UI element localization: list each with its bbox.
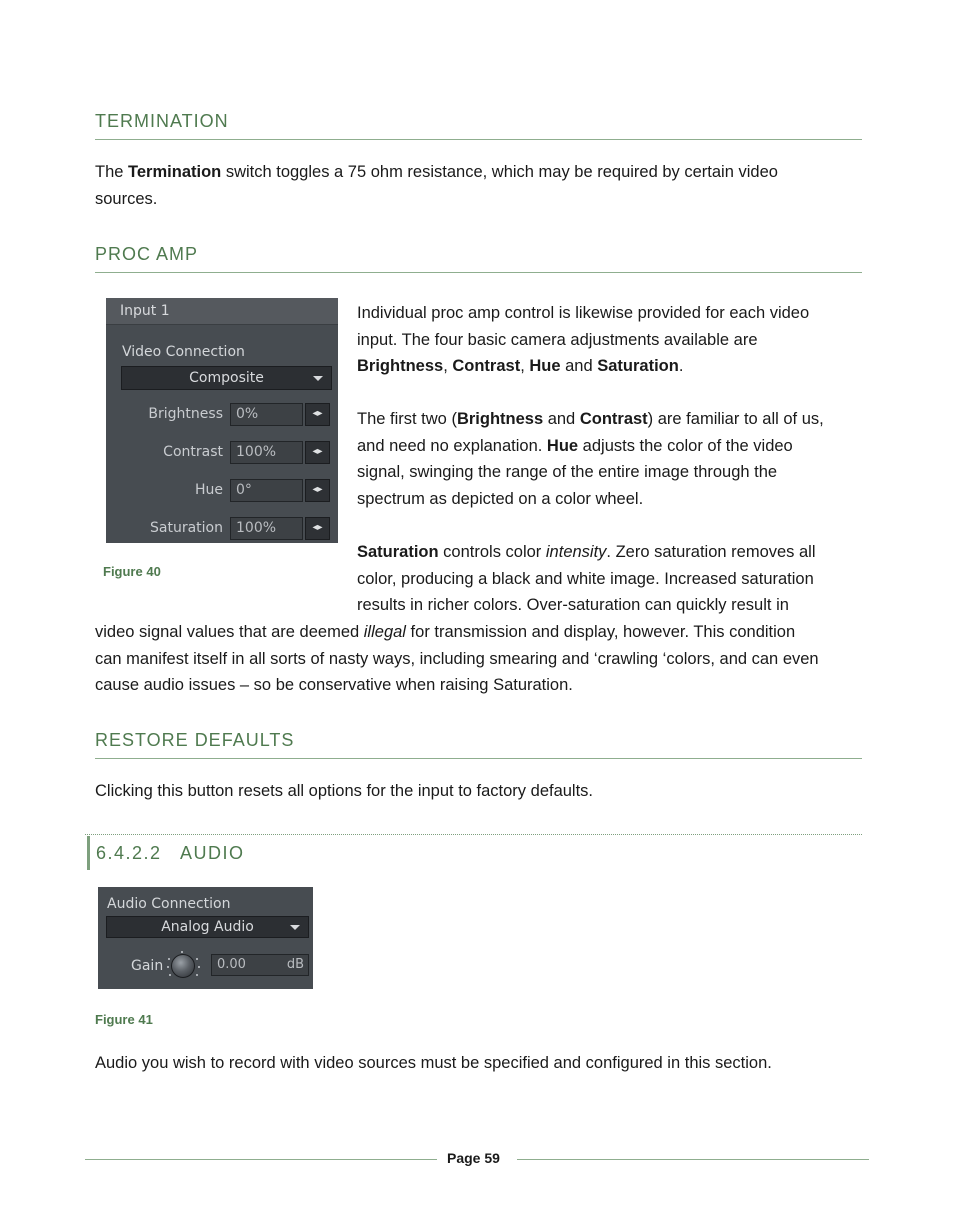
section-heading-restore-defaults: RESTORE DEFAULTS: [95, 730, 862, 759]
chevron-down-icon: [313, 376, 323, 381]
panel-title: Input 1: [106, 298, 338, 325]
proc-amp-panel: [106, 298, 338, 543]
gain-unit: dB: [286, 957, 304, 972]
section-heading-termination: TERMINATION: [95, 111, 862, 140]
audio-connection-label: Audio Connection: [107, 896, 231, 912]
figure-41-caption: Figure 41: [95, 1012, 153, 1027]
video-connection-dropdown[interactable]: Composite: [121, 366, 332, 390]
chevron-down-icon: [290, 925, 300, 930]
knob-tick: [181, 951, 183, 953]
termination-paragraph: The Termination switch toggles a 75 ohm resistance, which may be required by certain video sources.: [95, 163, 778, 208]
section-heading-audio: 6.4.2.2 AUDIO: [87, 836, 245, 870]
audio-heading-rule: [85, 834, 862, 835]
contrast-input[interactable]: 100%: [230, 441, 303, 464]
gain-input[interactable]: 0.00 dB: [211, 954, 309, 976]
saturation-label: Saturation: [150, 520, 223, 536]
footer-rule-right: [517, 1159, 869, 1160]
proc-amp-paragraph-2: The first two (Brightness and Contrast) are familiar to all of us, and need no explanation. Hue adjusts the color of the video signal, swinging the range of the entire image through the spectrum as depicted on a color wheel.: [357, 410, 824, 508]
knob-tick: [168, 958, 170, 960]
audio-connection-dropdown[interactable]: Analog Audio: [106, 916, 309, 938]
contrast-spin-button[interactable]: ◂▸: [305, 441, 330, 464]
audio-paragraph: Audio you wish to record with video sources must be specified and configured in this section.: [95, 1054, 772, 1072]
knob-tick: [196, 974, 198, 976]
saturation-input[interactable]: 100%: [230, 517, 303, 540]
page-number: Page 59: [447, 1150, 500, 1166]
hue-label: Hue: [194, 482, 223, 498]
gain-knob-icon[interactable]: [171, 954, 195, 978]
brightness-label: Brightness: [148, 406, 223, 422]
knob-tick: [167, 966, 169, 968]
gain-label: Gain: [131, 958, 164, 974]
proc-amp-paragraph-3: Saturation controls color intensity. Zero saturation removes all color, producing a black and white image. Increased saturation results in richer colors. Over-saturation can quickly result in: [357, 543, 816, 614]
audio-panel: [98, 887, 313, 989]
footer-rule-left: [85, 1159, 437, 1160]
hue-spin-button[interactable]: ◂▸: [305, 479, 330, 502]
figure-40-caption: Figure 40: [103, 564, 161, 579]
section-heading-proc-amp: PROC AMP: [95, 244, 862, 273]
brightness-input[interactable]: 0%: [230, 403, 303, 426]
brightness-spin-button[interactable]: ◂▸: [305, 403, 330, 426]
video-connection-label: Video Connection: [122, 344, 245, 360]
hue-input[interactable]: 0°: [230, 479, 303, 502]
proc-amp-paragraph-1: Individual proc amp control is likewise provided for each video input. The four basic camera adjustments available are Brightness, Contrast, Hue and Saturation.: [357, 304, 810, 375]
contrast-label: Contrast: [163, 444, 223, 460]
restore-defaults-paragraph: Clicking this button resets all options for the input to factory defaults.: [95, 782, 594, 800]
knob-tick: [198, 966, 200, 968]
knob-tick: [196, 958, 198, 960]
proc-amp-paragraph-3-continued: video signal values that are deemed illegal for transmission and display, however. This condition can manifest itself in all sorts of nasty ways, including smearing and ‘crawling ‘colors, and can even cause audio issues – so be conservative when raising Saturation.: [95, 623, 819, 694]
knob-tick: [169, 974, 171, 976]
saturation-spin-button[interactable]: ◂▸: [305, 517, 330, 540]
